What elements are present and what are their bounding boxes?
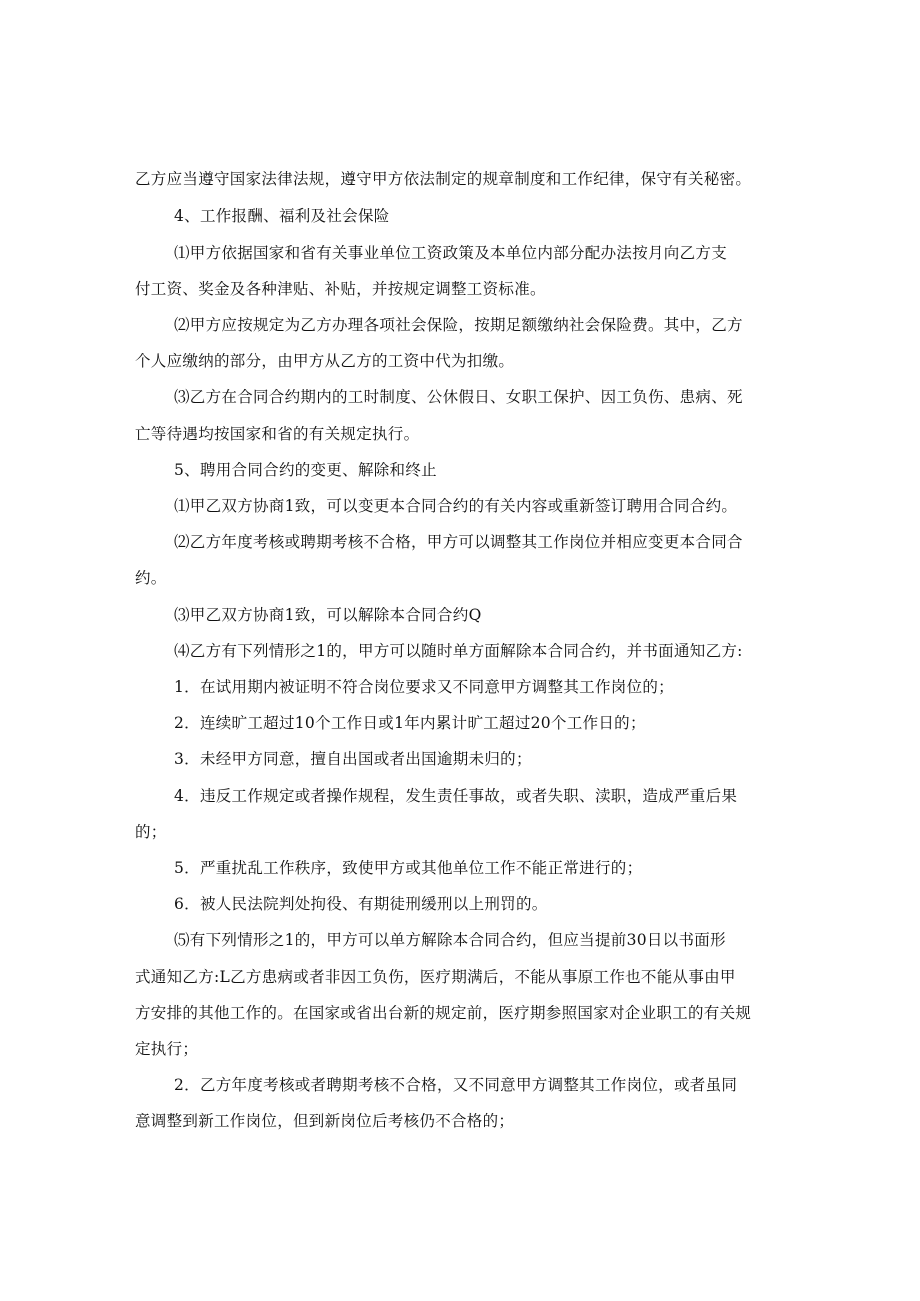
text-line: 式通知乙方:L乙方患病或者非因工负伤，医疗期满后，不能从事原工作也不能从事由甲 bbox=[135, 968, 736, 986]
text-line: 定执行； bbox=[135, 1040, 199, 1058]
text-line: ⑴甲乙双方协商1致，可以变更本合同合约的有关内容或重新签订聘用合同合约。 bbox=[174, 497, 738, 515]
text-line: 意调整到新工作岗位，但到新岗位后考核仍不合格的； bbox=[135, 1112, 515, 1130]
section-heading: 5、聘用合同合约的变更、解除和终止 bbox=[174, 461, 437, 479]
text-line: 方安排的其他工作的。在国家或省出台新的规定前，医疗期参照国家对企业职工的有关规 bbox=[135, 1004, 752, 1022]
text-line: ⑷乙方有下列情形之1的，甲方可以随时单方面解除本合同合约，并书面通知乙方: bbox=[174, 642, 743, 660]
list-item: 3．未经甲方同意，擅自出国或者出国逾期未归的； bbox=[174, 750, 532, 768]
text-line: 个人应缴纳的部分，由甲方从乙方的工资中代为扣缴。 bbox=[135, 352, 515, 370]
text-line: ⑵乙方年度考核或聘期考核不合格，甲方可以调整其工作岗位并相应变更本合同合 bbox=[174, 533, 743, 551]
list-item: 2．乙方年度考核或者聘期考核不合格，又不同意甲方调整其工作岗位，或者虽同 bbox=[174, 1076, 738, 1094]
list-item: 1．在试用期内被证明不符合岗位要求又不同意甲方调整其工作岗位的； bbox=[174, 678, 674, 696]
text-line: ⑵甲方应按规定为乙方办理各项社会保险，按期足额缴纳社会保险费。其中，乙方 bbox=[174, 316, 743, 334]
text-line: 乙方应当遵守国家法律法规，遵守甲方依法制定的规章制度和工作纪律，保守有关秘密。 bbox=[135, 170, 752, 188]
text-line: 亡等待遇均按国家和省的有关规定执行。 bbox=[135, 425, 420, 443]
text-line: 约。 bbox=[135, 569, 167, 587]
text-line: ⑴甲方依据国家和省有关事业单位工资政策及本单位内部分配办法按月向乙方支 bbox=[174, 244, 728, 262]
text-line: 的； bbox=[135, 823, 167, 841]
list-item: 2．连续旷工超过10个工作日或1年内累计旷工超过20个工作日的； bbox=[174, 714, 646, 732]
text-line: ⑶甲乙双方协商1致，可以解除本合同合约Q bbox=[174, 606, 482, 624]
section-heading: 4、工作报酬、福利及社会保险 bbox=[174, 207, 390, 225]
list-item: 4．违反工作规定或者操作规程，发生责任事故，或者失职、渎职，造成严重后果 bbox=[174, 787, 738, 805]
list-item: 6．被人民法院判处拘役、有期徒刑缓刑以上刑罚的。 bbox=[174, 895, 548, 913]
list-item: 5．严重扰乱工作秩序，致使甲方或其他单位工作不能正常进行的； bbox=[174, 859, 643, 877]
text-line: ⑸有下列情形之1的，甲方可以单方解除本合同合约，但应当提前30日以书面形 bbox=[174, 931, 726, 949]
text-line: ⑶乙方在合同合约期内的工时制度、公休假日、女职工保护、因工负伤、患病、死 bbox=[174, 388, 743, 406]
text-line: 付工资、奖金及各种津贴、补贴，并按规定调整工资标准。 bbox=[135, 280, 546, 298]
